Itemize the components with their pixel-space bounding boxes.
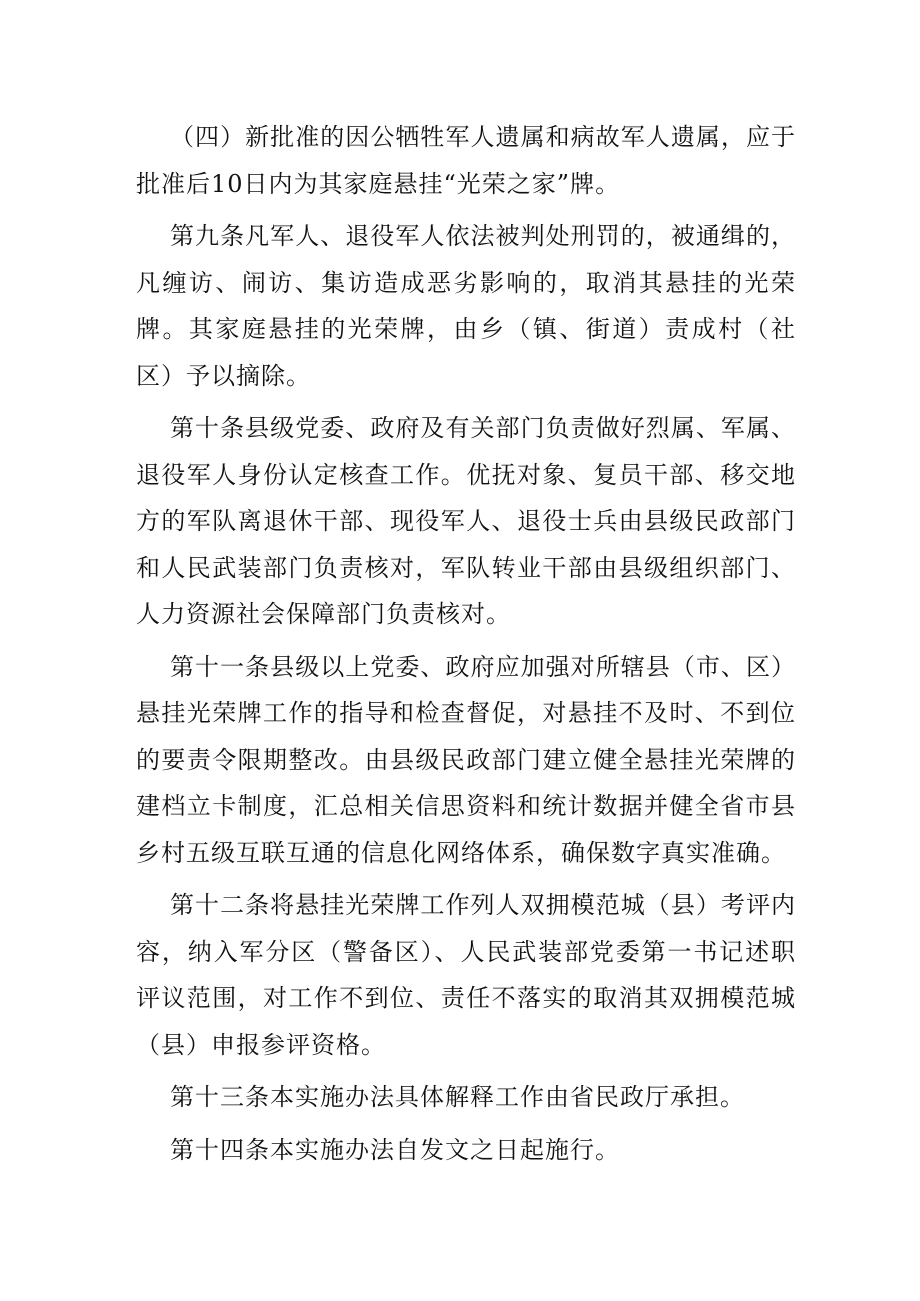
paragraph-item-4-clause: （四）新批准的因公牺牲军人遗属和病故军人遗属，应于批准后10日内为其家庭悬挂“光荣之家”牌。 bbox=[136, 123, 796, 198]
document-body bbox=[136, 114, 796, 1179]
paragraph-article-11: 第十一条县级以上党委、政府应加强对所辖县（市、区）悬挂光荣牌工作的指导和检查督促，对悬挂不及时、不到位的要责令限期整改。由县级民政部门建立健全悬挂光荣牌的建档立卡制度，汇总相关信思资料和统计数据并健全省市县乡村五级互联互通的信息化网络体系，确保数字真实准确。 bbox=[136, 652, 796, 867]
paragraph-article-13: 第十三条本实施办法具体解释工作由省民政厅承担。 bbox=[170, 1083, 745, 1111]
paragraph-article-14: 第十四条本实施办法自发文之日起施行。 bbox=[170, 1135, 620, 1164]
paragraph-article-10: 第十条县级党委、政府及有关部门负责做好烈属、军属、退役军人身份认定核查工作。优抚对象、复员干部、移交地方的军队离退休干部、现役军人、退役士兵由县级民政部门和人民武装部门负责核对，军队转业干部由县级组织部门、人力资源社会保障部门负责核对。 bbox=[136, 414, 796, 628]
paragraph-article-12: 第十二条将悬挂光荣牌工作列人双拥模范城（县）考评内容，纳入军分区（警备区）、人民武装部党委第一书记述职评议范围，对工作不到位、责任不落实的取消其双拥模范城（县）申报参评资格。 bbox=[136, 891, 796, 1059]
paragraph-article-9: 第九条凡军人、退役军人依法被判处刑罚的，被通缉的，凡缠访、闹访、集访造成恶劣影响的，取消其悬挂的光荣牌。其家庭悬挂的光荣牌，由乡（镇、街道）责成村（社区）予以摘除。 bbox=[136, 222, 796, 390]
